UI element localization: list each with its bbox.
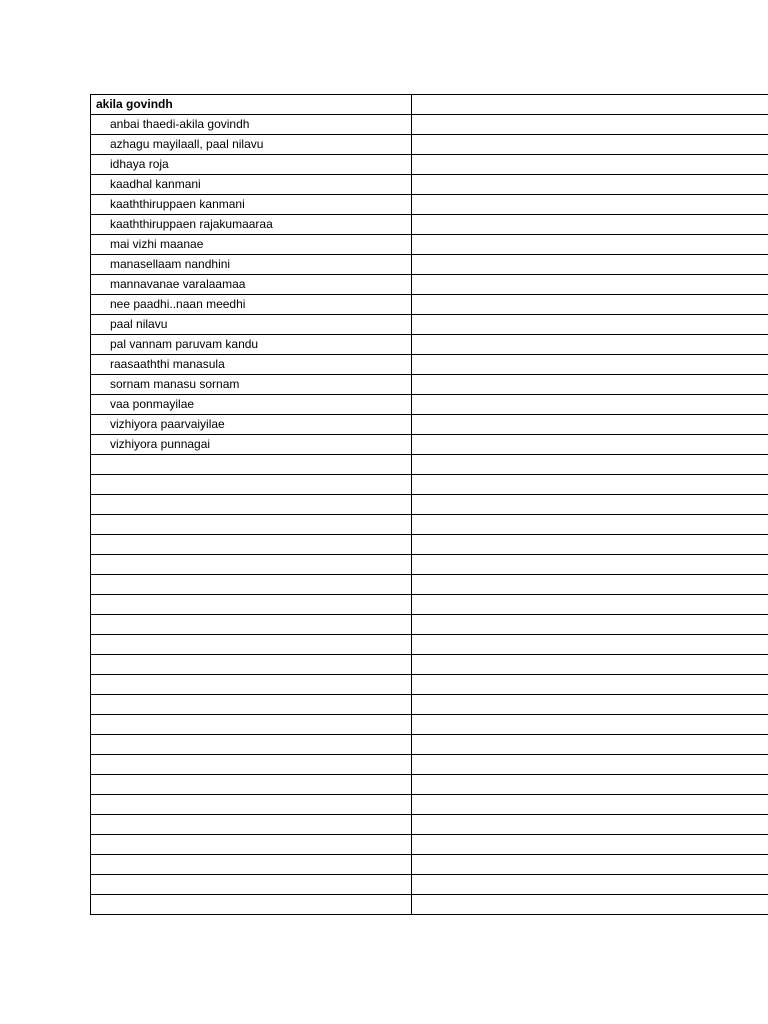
empty-cell [91, 875, 412, 895]
empty-cell [91, 615, 412, 635]
empty-cell [412, 255, 768, 275]
empty-cell [412, 515, 768, 535]
empty-row [91, 695, 768, 715]
empty-cell [412, 475, 768, 495]
empty-row [91, 715, 768, 735]
table-body [91, 95, 768, 915]
empty-cell [412, 675, 768, 695]
empty-cell [412, 135, 768, 155]
title-cell: mai vizhi maanae [91, 235, 412, 255]
empty-cell [91, 515, 412, 535]
empty-cell [412, 115, 768, 135]
table-row [91, 215, 768, 235]
empty-row [91, 855, 768, 875]
empty-cell [412, 375, 768, 395]
table-row [91, 315, 768, 335]
empty-row [91, 535, 768, 555]
title-cell: pal vannam paruvam kandu [91, 335, 412, 355]
empty-cell [412, 575, 768, 595]
document-table-container [90, 94, 768, 915]
title-cell: raasaaththi manasula [91, 355, 412, 375]
empty-cell [412, 795, 768, 815]
empty-cell [91, 775, 412, 795]
empty-row [91, 755, 768, 775]
empty-cell [412, 235, 768, 255]
empty-cell [412, 735, 768, 755]
table-row [91, 175, 768, 195]
table-row [91, 355, 768, 375]
header-row [91, 95, 768, 115]
empty-row [91, 575, 768, 595]
empty-cell [91, 835, 412, 855]
empty-cell [412, 815, 768, 835]
title-cell: idhaya roja [91, 155, 412, 175]
table-row [91, 335, 768, 355]
empty-cell [412, 215, 768, 235]
empty-row [91, 495, 768, 515]
title-cell: kaaththiruppaen rajakumaaraa [91, 215, 412, 235]
title-cell: nee paadhi..naan meedhi [91, 295, 412, 315]
empty-cell [412, 195, 768, 215]
empty-cell [412, 875, 768, 895]
empty-cell [91, 635, 412, 655]
empty-cell [412, 155, 768, 175]
title-cell: mannavanae varalaamaa [91, 275, 412, 295]
empty-cell [412, 835, 768, 855]
title-cell: kaaththiruppaen kanmani [91, 195, 412, 215]
empty-cell [412, 495, 768, 515]
title-cell: anbai thaedi-akila govindh [91, 115, 412, 135]
empty-cell [412, 615, 768, 635]
title-cell: vizhiyora punnagai [91, 435, 412, 455]
table-row [91, 135, 768, 155]
empty-row [91, 775, 768, 795]
title-list-table [90, 94, 768, 915]
empty-cell [91, 535, 412, 555]
empty-cell [91, 895, 412, 915]
empty-row [91, 675, 768, 695]
author-header-cell: akila govindh [91, 95, 412, 115]
table-row [91, 375, 768, 395]
title-cell: vaa ponmayilae [91, 395, 412, 415]
empty-row [91, 475, 768, 495]
empty-row [91, 795, 768, 815]
empty-row [91, 635, 768, 655]
empty-cell [412, 395, 768, 415]
title-cell: paal nilavu [91, 315, 412, 335]
empty-cell [412, 455, 768, 475]
title-cell: vizhiyora paarvaiyilae [91, 415, 412, 435]
empty-cell [412, 655, 768, 675]
empty-cell [412, 715, 768, 735]
empty-cell [91, 595, 412, 615]
empty-cell [91, 575, 412, 595]
empty-row [91, 515, 768, 535]
empty-row [91, 875, 768, 895]
empty-cell [412, 95, 768, 115]
empty-cell [91, 695, 412, 715]
table-row [91, 275, 768, 295]
empty-cell [91, 455, 412, 475]
empty-cell [412, 635, 768, 655]
empty-cell [412, 435, 768, 455]
empty-cell [412, 555, 768, 575]
table-row [91, 435, 768, 455]
empty-cell [412, 595, 768, 615]
empty-cell [412, 775, 768, 795]
empty-cell [412, 415, 768, 435]
empty-cell [412, 355, 768, 375]
empty-cell [91, 735, 412, 755]
empty-cell [91, 755, 412, 775]
empty-cell [91, 495, 412, 515]
empty-cell [412, 275, 768, 295]
empty-cell [91, 795, 412, 815]
empty-cell [91, 655, 412, 675]
table-row [91, 255, 768, 275]
empty-cell [412, 695, 768, 715]
empty-cell [91, 675, 412, 695]
empty-cell [412, 855, 768, 875]
title-cell: azhagu mayilaall, paal nilavu [91, 135, 412, 155]
empty-cell [412, 175, 768, 195]
table-row [91, 415, 768, 435]
table-row [91, 395, 768, 415]
empty-row [91, 595, 768, 615]
empty-cell [91, 555, 412, 575]
table-row [91, 115, 768, 135]
empty-cell [412, 335, 768, 355]
title-cell: sornam manasu sornam [91, 375, 412, 395]
empty-cell [91, 815, 412, 835]
empty-cell [412, 295, 768, 315]
empty-row [91, 735, 768, 755]
empty-cell [412, 755, 768, 775]
empty-cell [412, 895, 768, 915]
title-cell: manasellaam nandhini [91, 255, 412, 275]
empty-row [91, 455, 768, 475]
empty-row [91, 835, 768, 855]
table-row [91, 155, 768, 175]
table-row [91, 295, 768, 315]
table-row [91, 235, 768, 255]
empty-cell [412, 535, 768, 555]
empty-cell [412, 315, 768, 335]
empty-row [91, 615, 768, 635]
empty-row [91, 555, 768, 575]
empty-cell [91, 715, 412, 735]
empty-row [91, 655, 768, 675]
empty-cell [91, 855, 412, 875]
empty-row [91, 895, 768, 915]
empty-row [91, 815, 768, 835]
title-cell: kaadhal kanmani [91, 175, 412, 195]
empty-cell [91, 475, 412, 495]
table-row [91, 195, 768, 215]
